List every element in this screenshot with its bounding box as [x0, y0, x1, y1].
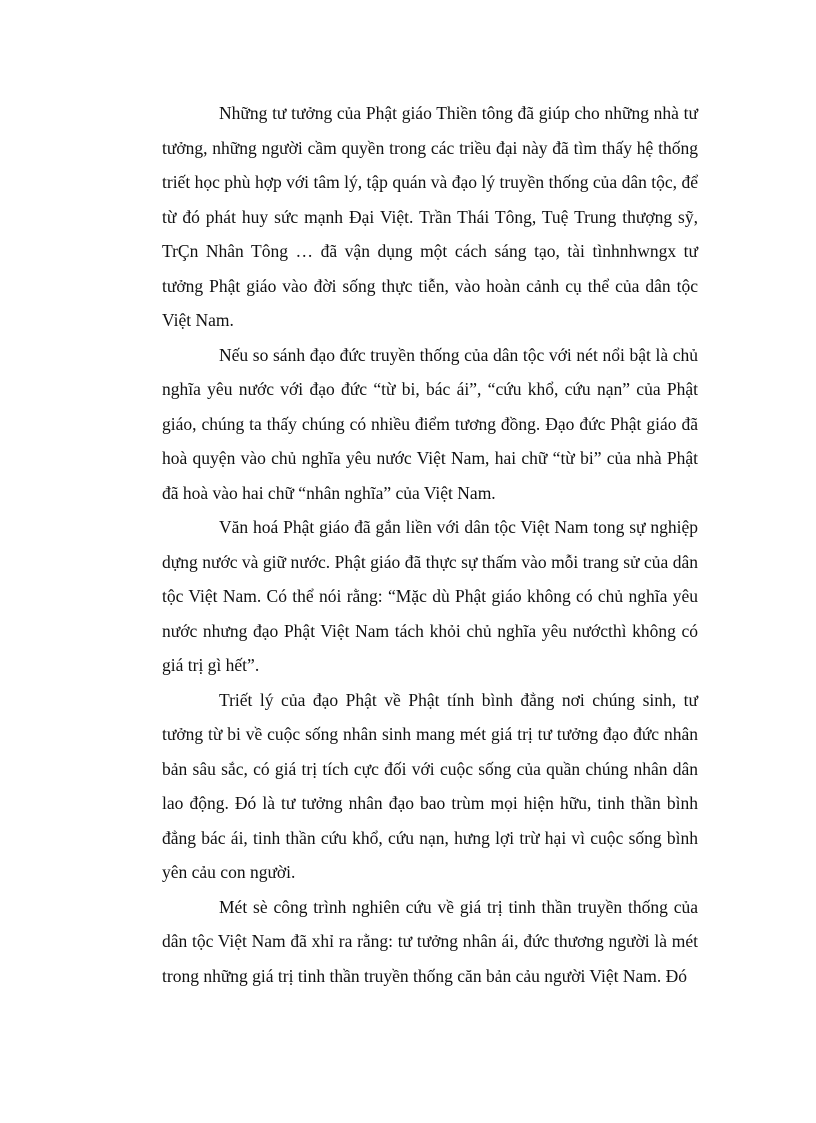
paragraph-2: Nếu so sánh đạo đức truyền thống của dân tộc với nét nổi bật là chủ nghĩa yêu nước với đạo đức “từ bi, bác ái”, “cứu khổ, cứu nạn” của Phật giáo, chúng ta thấy chúng có nhiều điểm tương đồng. Đạo đức Phật giáo đã hoà quyện vào chủ nghĩa yêu nước Việt Nam, hai chữ “từ bi” của nhà Phật đã hoà vào hai chữ “nhân nghĩa” của Việt Nam. — [162, 344, 698, 503]
paragraph-1: Những tư tưởng của Phật giáo Thiền tông đã giúp cho những nhà tư tưởng, những người cầm quyền trong các triều đại này đã tìm thấy hệ thống triết học phù hợp với tâm lý, tập quán và đạo lý truyền thống của dân tộc, để từ đó phát huy sức mạnh Đại Việt. Trần Thái Tông, Tuệ Trung thượng sỹ, TrÇn Nhân Tông … đã vận dụng một cách sáng tạo, tài tìnhnhwngx tư tưởng Phật giáo vào đời sống thực tiễn, vào hoàn cảnh cụ thể của dân tộc Việt Nam. — [162, 103, 698, 330]
paragraph-4: Triết lý của đạo Phật về Phật tính bình đẳng nơi chúng sinh, tư tưởng từ bi về cuộc sống nhân sinh mang mét giá trị tư tưởng đạo đức nhân bản sâu sắc, có giá trị tích cực đối với cuộc sống của quần chúng nhân dân lao động. Đó là tư tưởng nhân đạo bao trùm mọi hiện hữu, tinh thần bình đẳng bác ái, tinh thần cứu khổ, cứu nạn, hưng lợi trừ hại vì cuộc sống bình yên cảu con người. — [162, 689, 698, 882]
paragraph-5: Mét sè công trình nghiên cứu về giá trị tinh thần truyền thống của dân tộc Việt Nam đã xhỉ ra rằng: tư tưởng nhân ái, đức thương người là mét trong những giá trị tinh thần truyền thống căn bản cảu người Việt Nam. Đó — [162, 896, 698, 986]
paragraph-3: Văn hoá Phật giáo đã gắn liền với dân tộc Việt Nam tong sự nghiệp dựng nước và giữ nước. Phật giáo đã thực sự thấm vào mỗi trang sử của dân tộc Việt Nam. Có thể nói rằng: “Mặc dù Phật giáo không có chủ nghĩa yêu nước nhưng đạo Phật Việt Nam tách khỏi chủ nghĩa yêu nướcthì không có giá trị gì hết”. — [162, 517, 698, 675]
document-body — [162, 96, 698, 993]
